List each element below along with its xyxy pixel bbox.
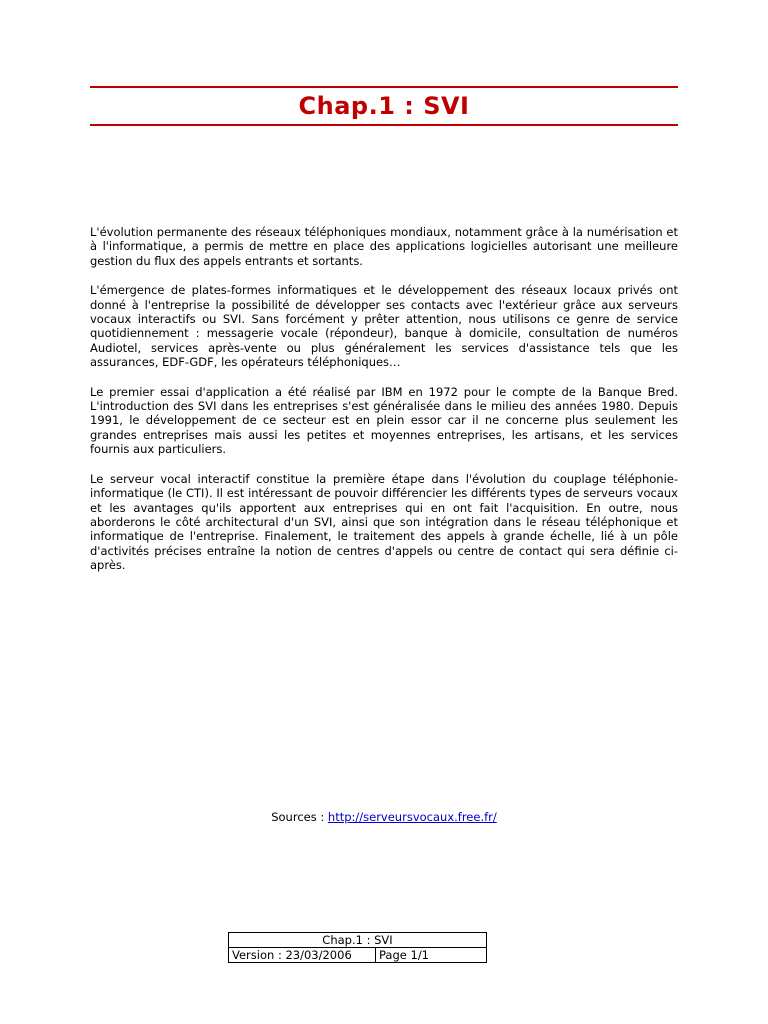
paragraph-2: L'émergence de plates-formes informatiques et le développement des réseaux locaux privés ont donné à l'entreprise la possibilité de développer ses contacts avec l'extérieur grâce aux serveurs vocaux interactifs ou SVI. Sans forcément y prêter attention, nous utilisons ce genre de service quotidiennement : messagerie vocale (répondeur), banque à domicile, consultation de numéros Audiotel, services après-vente ou plus généralement les services d'assistance tels que les assurances, EDF-GDF, les opérateurs téléphoniques… bbox=[90, 283, 678, 370]
paragraph-4: Le serveur vocal interactif constitue la première étape dans l'évolution du couplage téléphonie-informatique (le CTI). Il est intéressant de pouvoir différencier les différents types de serveurs vocaux et les avantages qu'ils apportent aux entreprises qui en ont fait l'acquisition. En outre, nous aborderons le côté architectural d'un SVI, ainsi que son intégration dans le réseau téléphonique et informatique de l'entreprise. Finalement, le traitement des appels à grande échelle, lié à un pôle d'activités précises entraîne la notion de centres d'appels ou centre de contact qui sera définie ci-après. bbox=[90, 471, 678, 573]
footer-table bbox=[228, 932, 487, 963]
body-text bbox=[90, 225, 678, 588]
sources-label: Sources : bbox=[271, 810, 328, 824]
footer-page: Page 1/1 bbox=[376, 948, 487, 963]
footer-version: Version : 23/03/2006 bbox=[229, 948, 376, 963]
title-block bbox=[90, 86, 678, 126]
paragraph-3: Le premier essai d'application a été réalisé par IBM en 1972 pour le compte de la Banque Bred. L'introduction des SVI dans les entreprises s'est généralisée dans le milieu des années 1980. Depuis 1991, le développement de ce secteur est en plein essor car il ne concerne plus seulement les grandes entreprises mais aussi les petites et moyennes entreprises, les artisans, et les services fournis aux particuliers. bbox=[90, 384, 678, 457]
sources-link[interactable]: http://serveursvocaux.free.fr/ bbox=[327, 810, 497, 824]
sources-line bbox=[0, 810, 768, 824]
paragraph-1: L'évolution permanente des réseaux téléphoniques mondiaux, notamment grâce à la numérisation et à l'informatique, a permis de mettre en place des applications logicielles autorisant une meilleure gestion du flux des appels entrants et sortants. bbox=[90, 225, 678, 268]
page-title: Chap.1 : SVI bbox=[298, 92, 470, 120]
footer-title: Chap.1 : SVI bbox=[229, 933, 487, 948]
